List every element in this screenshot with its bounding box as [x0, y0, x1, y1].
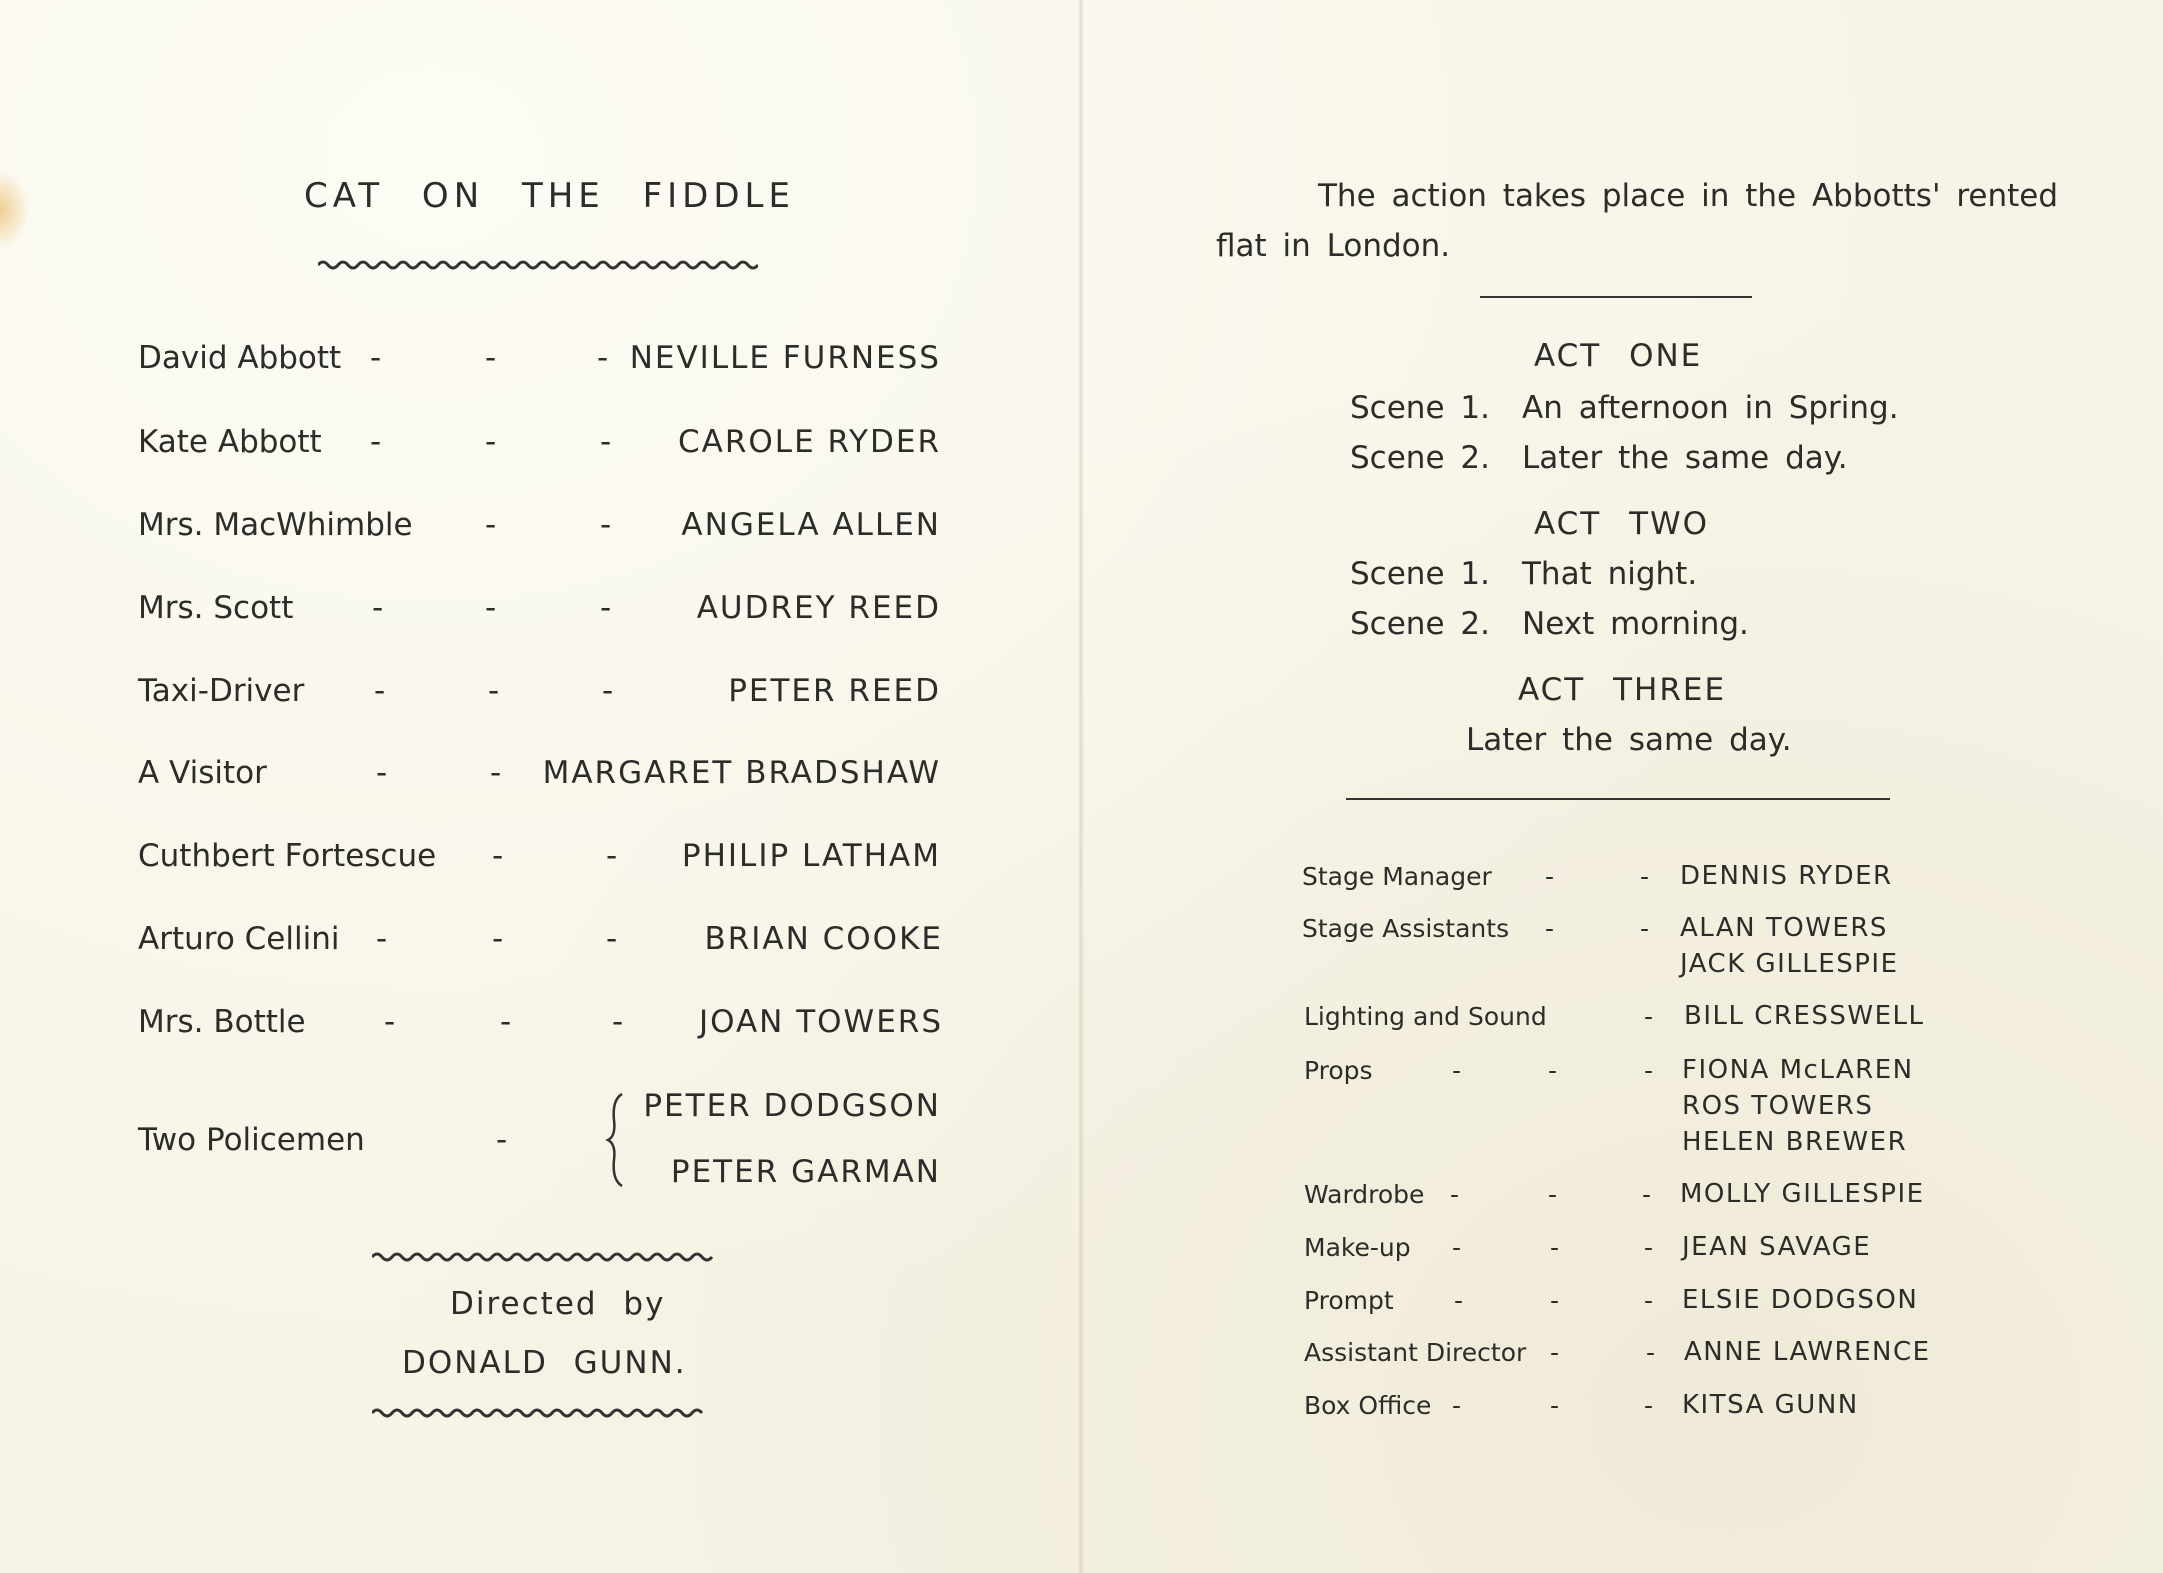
- setting-line-2: flat in London.: [1216, 228, 1451, 264]
- crew-dash: -: [1548, 1056, 1558, 1085]
- crew-dash: -: [1550, 1286, 1560, 1315]
- crew-dash: -: [1545, 914, 1555, 943]
- page-fold: [1078, 0, 1084, 1573]
- brace-icon: [604, 1090, 628, 1190]
- scene-desc: An afternoon in Spring.: [1522, 390, 1899, 426]
- setting-line-1: The action takes place in the Abbotts' rented: [1318, 178, 2059, 214]
- cast-actor: PETER DODGSON: [643, 1088, 941, 1124]
- crew-name: JACK GILLESPIE: [1680, 949, 1899, 979]
- cast-dash: -: [370, 340, 382, 376]
- act-one-heading: ACT ONE: [1534, 338, 1703, 374]
- cast-dash: -: [612, 1004, 624, 1040]
- crew-dash: -: [1452, 1391, 1462, 1420]
- title-wavy-rule: [318, 258, 758, 272]
- crew-dash: -: [1550, 1233, 1560, 1262]
- paper-stain: [0, 170, 30, 250]
- crew-role: Lighting and Sound: [1304, 1002, 1547, 1031]
- cast-actor: MARGARET BRADSHAW: [542, 755, 941, 791]
- cast-dash: -: [376, 755, 388, 791]
- director-name: DONALD GUNN.: [402, 1345, 687, 1381]
- crew-role: Stage Assistants: [1302, 914, 1510, 943]
- cast-dash: -: [485, 590, 497, 626]
- crew-dash: -: [1640, 862, 1650, 891]
- crew-dash: -: [1545, 862, 1555, 891]
- act-three-heading: ACT THREE: [1518, 672, 1727, 708]
- acts-rule: [1346, 798, 1890, 800]
- cast-dash: -: [490, 755, 502, 791]
- crew-dash: -: [1644, 1286, 1654, 1315]
- scene-desc: Later the same day.: [1522, 440, 1848, 476]
- crew-role: Props: [1304, 1056, 1373, 1085]
- direction-bottom-wavy-rule: [372, 1406, 706, 1420]
- crew-dash: -: [1646, 1338, 1656, 1367]
- crew-name: BILL CRESSWELL: [1684, 1001, 1925, 1031]
- crew-name: JEAN SAVAGE: [1682, 1232, 1872, 1262]
- crew-dash: -: [1550, 1338, 1560, 1367]
- cast-role: Mrs. MacWhimble: [138, 507, 413, 543]
- cast-role: Cuthbert Fortescue: [138, 838, 437, 874]
- cast-dash: -: [600, 590, 612, 626]
- cast-dash: -: [597, 340, 609, 376]
- scene-desc: That night.: [1522, 556, 1698, 592]
- crew-dash: -: [1644, 1056, 1654, 1085]
- cast-actor: PETER GARMAN: [670, 1154, 941, 1190]
- crew-role: Wardrobe: [1304, 1180, 1425, 1209]
- cast-role: Mrs. Scott: [138, 590, 294, 626]
- crew-name: HELEN BREWER: [1682, 1127, 1908, 1157]
- crew-dash: -: [1644, 1233, 1654, 1262]
- cast-dash: -: [374, 673, 386, 709]
- cast-dash: -: [492, 838, 504, 874]
- crew-name: ANNE LAWRENCE: [1684, 1337, 1931, 1367]
- scene-label: Scene 2.: [1350, 606, 1490, 642]
- cast-actor: PHILIP LATHAM: [681, 838, 941, 874]
- crew-name: DENNIS RYDER: [1680, 861, 1893, 891]
- act-two-heading: ACT TWO: [1534, 506, 1710, 542]
- crew-dash: -: [1644, 1002, 1654, 1031]
- crew-name: ELSIE DODGSON: [1682, 1285, 1919, 1315]
- crew-name: FIONA McLAREN: [1682, 1055, 1914, 1085]
- scene-desc: Next morning.: [1522, 606, 1749, 642]
- crew-name: ROS TOWERS: [1682, 1091, 1874, 1121]
- crew-role: Assistant Director: [1304, 1338, 1527, 1367]
- crew-name: KITSA GUNN: [1682, 1390, 1859, 1420]
- crew-dash: -: [1642, 1180, 1652, 1209]
- cast-dash: -: [384, 1004, 396, 1040]
- cast-actor: AUDREY REED: [696, 590, 941, 626]
- cast-dash: -: [492, 921, 504, 957]
- cast-role: A Visitor: [138, 755, 267, 791]
- cast-dash: -: [372, 590, 384, 626]
- crew-role: Prompt: [1304, 1286, 1394, 1315]
- direction-top-wavy-rule: [372, 1250, 716, 1264]
- crew-dash: -: [1644, 1391, 1654, 1420]
- cast-dash: -: [606, 838, 618, 874]
- cast-role: Kate Abbott: [138, 424, 322, 460]
- directed-by-label: Directed by: [450, 1286, 666, 1322]
- crew-dash: -: [1640, 914, 1650, 943]
- cast-actor: CAROLE RYDER: [678, 424, 941, 460]
- scene-label: Scene 2.: [1350, 440, 1490, 476]
- cast-role: Two Policemen: [138, 1122, 365, 1158]
- cast-dash: -: [606, 921, 618, 957]
- crew-dash: -: [1550, 1391, 1560, 1420]
- cast-dash: -: [602, 673, 614, 709]
- cast-role: Mrs. Bottle: [138, 1004, 306, 1040]
- cast-dash: -: [485, 507, 497, 543]
- cast-actor: NEVILLE FURNESS: [629, 340, 941, 376]
- crew-name: MOLLY GILLESPIE: [1680, 1179, 1925, 1209]
- crew-role: Make-up: [1304, 1233, 1411, 1262]
- cast-dash: -: [496, 1122, 508, 1158]
- crew-dash: -: [1548, 1180, 1558, 1209]
- act-three-desc: Later the same day.: [1466, 722, 1792, 758]
- crew-dash: -: [1454, 1286, 1464, 1315]
- crew-dash: -: [1452, 1233, 1462, 1262]
- crew-dash: -: [1450, 1180, 1460, 1209]
- cast-dash: -: [376, 921, 388, 957]
- crew-role: Box Office: [1304, 1391, 1432, 1420]
- cast-dash: -: [600, 507, 612, 543]
- cast-actor: JOAN TOWERS: [698, 1004, 943, 1040]
- scene-label: Scene 1.: [1350, 556, 1490, 592]
- cast-dash: -: [485, 424, 497, 460]
- crew-name: ALAN TOWERS: [1680, 913, 1888, 943]
- cast-actor: ANGELA ALLEN: [681, 507, 941, 543]
- cast-actor: PETER REED: [728, 673, 941, 709]
- cast-role: Arturo Cellini: [138, 921, 340, 957]
- cast-dash: -: [485, 340, 497, 376]
- cast-dash: -: [600, 424, 612, 460]
- cast-actor: BRIAN COOKE: [704, 921, 943, 957]
- cast-dash: -: [370, 424, 382, 460]
- cast-dash: -: [500, 1004, 512, 1040]
- cast-role: David Abbott: [138, 340, 342, 376]
- cast-role: Taxi-Driver: [138, 673, 305, 709]
- crew-role: Stage Manager: [1302, 862, 1492, 891]
- crew-dash: -: [1452, 1056, 1462, 1085]
- setting-rule: [1480, 296, 1752, 298]
- cast-dash: -: [488, 673, 500, 709]
- scene-label: Scene 1.: [1350, 390, 1490, 426]
- play-title: CAT ON THE FIDDLE: [304, 176, 795, 216]
